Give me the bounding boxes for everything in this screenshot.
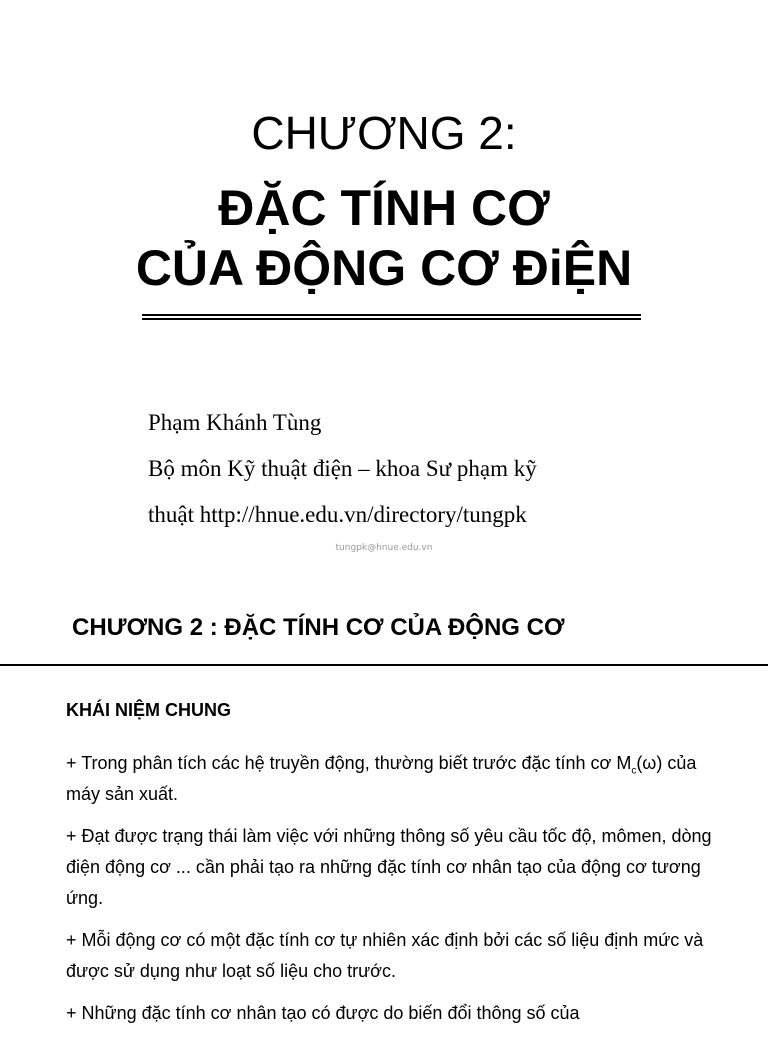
author-block: [148, 400, 748, 538]
author-name: Phạm Khánh Tùng: [148, 410, 322, 435]
next-slide-title: CHƯƠNG 2 : ĐẶC TÍNH CƠ CỦA ĐỘNG CƠ: [72, 614, 565, 641]
content-slide: [0, 666, 768, 1024]
paragraph-list: [66, 748, 716, 1040]
paragraph-4: + Những đặc tính cơ nhân tạo có được do biến đổi thông số của: [66, 1003, 580, 1023]
subscript-c: c: [631, 765, 637, 777]
paragraph-1-suffix: (ω) của máy sản xuất.: [66, 753, 697, 804]
title-line-2: CỦA ĐỘNG CƠ ĐiỆN: [135, 240, 633, 296]
paragraph-2: + Đạt được trạng thái làm việc với những thông số yêu cầu tốc độ, mômen, dòng điện động cơ ... cần phải tạo ra những đặc tính cơ nhân tạo của động cơ tương ứng.: [66, 826, 712, 908]
footer-email: tungpk@hnue.edu.vn: [335, 543, 433, 553]
chapter-label: CHƯƠNG 2:: [251, 107, 517, 159]
affiliation-line-2: thuật http://hnue.edu.vn/directory/tungpk: [148, 502, 527, 527]
paragraph-1: [66, 748, 716, 810]
affiliation-line-1: Bộ môn Kỹ thuật điện – khoa Sư phạm kỹ: [148, 456, 537, 481]
title-rule-bottom: [142, 318, 641, 320]
paragraph-3: + Mỗi động cơ có một đặc tính cơ tự nhiên xác định bởi các số liệu định mức và được sử dụng như loạt số liệu cho trước.: [66, 930, 704, 981]
slide-title: [0, 178, 768, 298]
title-line-1: ĐẶC TÍNH CƠ: [218, 180, 550, 236]
paragraph-1-text: + Trong phân tích các hệ truyền động, thường biết trước đặc tính cơ M: [66, 753, 632, 773]
title-rule-top: [142, 314, 641, 316]
section-heading: KHÁI NIỆM CHUNG: [66, 700, 231, 720]
